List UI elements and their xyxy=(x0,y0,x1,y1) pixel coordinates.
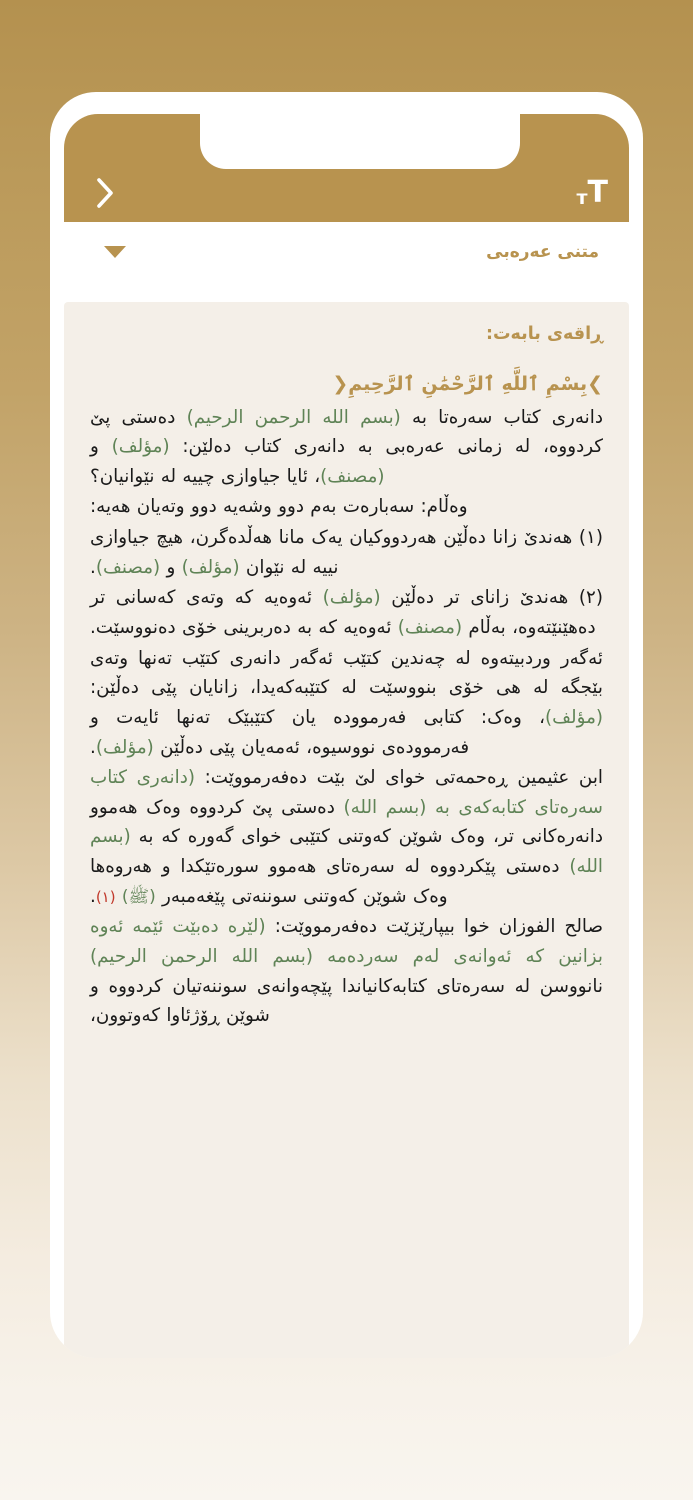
phone-notch xyxy=(200,113,520,169)
text-run-green: (مصنف) xyxy=(320,465,385,487)
paragraph-point-1: (١) هەندێ زانا دەڵێن هەردووکیان یەک مانا هەڵدەگرن، هیچ جیاوازی نییە لە نێوان (مؤلف) و (مصنف). xyxy=(90,527,603,578)
lead-heading: ڕاقەی بابەت: xyxy=(485,324,603,344)
text-run-green: (مصنف) xyxy=(95,556,161,578)
paragraph-uthaymeen: ابن عثیمین ڕەحمەتی خوای لێ بێت دەفەرمووێت: (دانەری کتاب سەرەتای کتابەکەی بە (بسم الله) دەستی پێ کردووە وەک هەموو دانەرەکانی تر، وەک شوێن کەوتنی کتێبی خوای گەورە کە بە (بسم الله) دەستی پێکردووە لە سەرەتای هەموو سورەتێکدا و هەروەها وەک شوێن کەوتنی سوننەتی پێغەمبەر (ﷺ) (١). xyxy=(90,767,603,907)
reading-card[interactable] xyxy=(64,302,629,1358)
text-run-green: (مؤلف) xyxy=(181,556,240,578)
text-run-green: (بسم الله الرحمن الرحيم) xyxy=(186,406,401,428)
paragraph-fawzan: صالح الفوزان خوا بیپارێزێت دەفەرمووێت: (لێرە دەبێت ئێمە ئەوە بزانین کە ئەوانەی لەم سەردەمە (بسم الله الرحمن الرحيم) نانووسن لە سەرەتای کتابەکانیاندا پێچەوانەی سوننەتیان کردووە و شوێن ڕۆژئاوا کەوتوون، xyxy=(90,916,603,1027)
article-body xyxy=(90,403,603,1031)
app-header xyxy=(64,114,629,222)
basmala-line: ❯بِسْمِ ٱللَّهِ ٱلرَّحْمَٰنِ ٱلرَّحِيمِ❮ xyxy=(332,373,603,395)
phone-frame xyxy=(50,92,643,1358)
text-run-green: (مؤلف) xyxy=(111,436,170,458)
text-run-green: (مؤلف) xyxy=(95,736,154,758)
text-run-green: (دانەری کتاب سەرەتای کتابەکەی بە (بسم الله) xyxy=(90,767,603,818)
paragraph-answer-lead: وەڵام: سەبارەت بەم دوو وشەیە دوو وتەیان هەیە: xyxy=(90,496,468,518)
text-run-green: (بسم الله) xyxy=(90,826,603,878)
font-size-icon[interactable] xyxy=(576,175,607,210)
text-run-green: (مؤلف) xyxy=(322,587,381,609)
chevron-right-icon[interactable] xyxy=(88,173,122,213)
card-bottom-fade xyxy=(64,1332,629,1358)
font-size-icon-small-glyph: т xyxy=(576,187,587,209)
text-run-green: (مصنف) xyxy=(397,616,463,638)
paragraph-intro: دانەری کتاب سەرەتا بە (بسم الله الرحمن الرحيم) دەستی پێ کردووە، لە زمانی عەرەبی بە دانەری کتاب دەلێن: (مؤلف) و (مصنف)، ئایا جیاوازی چییە لە نێوانیان؟ xyxy=(90,406,604,487)
text-run-green: (لێرە دەبێت ئێمە ئەوە بزانین کە ئەوانەی لەم سەردەمە (بسم الله الرحمن الرحيم) xyxy=(90,916,603,968)
paragraph-detail: ئەگەر وردبیتەوە لە چەندین کتێب ئەگەر دانەری کتێب تەنها وتەی بێجگە لە هی خۆی بنووسێت لە کتێبەکەیدا، زانایان پێی دەڵێن: (مؤلف)، وەک: کتابی فەرموودە یان کتێبێک تەنها ئایەت و فەرموودەی نووسیوە، ئەمەیان پێی دەڵێن (مؤلف). xyxy=(90,647,603,758)
section-selector-bar xyxy=(64,224,629,280)
paragraph-point-2: (٢) هەندێ زانای تر دەڵێن (مؤلف) ئەوەیە کە وتەی کەسانی تر دەهێنێتەوە، بەڵام (مصنف) ئەوەیە کە بە دەربرینی خۆی دەنووسێت. xyxy=(90,587,603,638)
chevron-down-icon[interactable] xyxy=(104,246,126,258)
section-title: متنی عەرەبی xyxy=(486,242,599,262)
font-size-icon-large-glyph: T xyxy=(587,175,607,210)
text-run-salawat: (ﷺ) xyxy=(121,886,156,907)
text-run-green: (مؤلف) xyxy=(545,706,603,728)
text-run-red: (١) xyxy=(95,887,116,906)
header-controls xyxy=(64,170,629,222)
